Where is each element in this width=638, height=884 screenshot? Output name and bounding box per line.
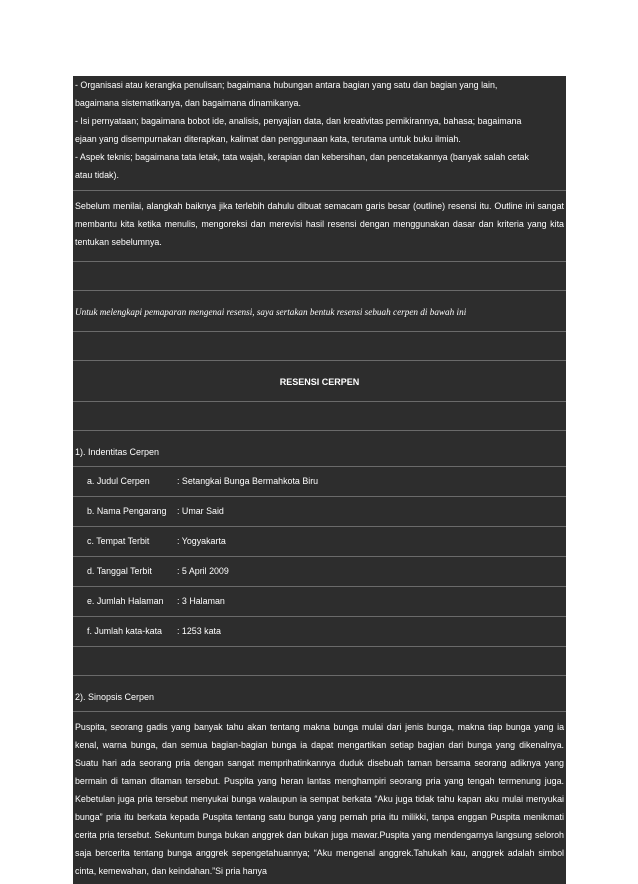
intro-line: - Isi pernyataan; bagaimana bobot ide, analisis, penyajian data, dan kreativitas pemikirannya, bahasa; bagaimana — [75, 116, 522, 126]
identity-label: e. Jumlah Halaman — [87, 596, 164, 606]
identity-value: : Yogyakarta — [177, 536, 226, 546]
identity-item — [73, 527, 566, 557]
identity-label: c. Tempat Terbit — [87, 536, 150, 546]
identity-value: : Umar Said — [177, 506, 224, 516]
intro-line: - Organisasi atau kerangka penulisan; bagaimana hubungan antara bagian yang satu dan bagian yang lain, — [75, 80, 498, 90]
identity-item — [73, 587, 566, 617]
identity-label: d. Tanggal Terbit — [87, 566, 152, 576]
intro-block — [73, 76, 566, 191]
document-page — [73, 76, 566, 884]
identity-item — [73, 557, 566, 587]
synopsis-heading: 2). Sinopsis Cerpen — [73, 676, 566, 712]
identity-label: b. Nama Pengarang — [87, 506, 167, 516]
identity-value: : Setangkai Bunga Bermahkota Biru — [177, 476, 319, 486]
empty-row — [73, 332, 566, 361]
identity-value: : 1253 kata — [177, 626, 221, 636]
intro-line: bagaimana sistematikanya, dan bagaimana dinamikanya. — [75, 98, 301, 108]
identity-item — [73, 467, 566, 497]
synopsis-text: Puspita, seorang gadis yang banyak tahu akan tentang makna bunga mulai dari jenis bunga, makna tiap bunga yang ia kenal, warna bunga, dan semua bagian-bagian bunga ia dapat mengartikan setiap bagian dari bunga yang dikenalnya. Suatu hari ada seorang pria dengan sangat memprihatinkannya duduk disebuah taman bersama seorang adiknya yang bermain di taman ditaman tersebut. Puspita yang heran lantas menghampiri seorang pria yang tengah termenung juga. Kebetulan juga pria tersebut menyukai bunga walaupun ia sempat berkata “Aku juga tidak tahu kapan aku mulai menyukai bunga” pria itu berkata kepada Puspita tentang satu bunga yang pernah pria itu milikki, tanpa enggan Puspita menikmati cerita pria tersebut. Sekuntum bunga bukan anggrek dan bukan juga mawar.Puspita yang mendengarnya langsung seloroh saja bercerita tentang bunga anggrek sepengetahuannya; “Aku mengenal anggrek.Tahukah kau, anggrek adalah simbol cinta, kemewahan, dan keindahan.”Si pria hanya — [73, 712, 566, 884]
outline-paragraph: Sebelum menilai, alangkah baiknya jika terlebih dahulu dibuat semacam garis besar (outline) resensi itu. Outline ini sangat membantu kita ketika menulis, mengoreksi dan merevisi hasil resensi dengan menggunakan dasar dan kriteria yang kita tentukan sebelumnya. — [73, 191, 566, 262]
identity-item — [73, 617, 566, 647]
empty-row — [73, 402, 566, 431]
intro-line: - Aspek teknis; bagaimana tata letak, tata wajah, kerapian dan kebersihan, dan pencetakannya (banyak salah cetak — [75, 152, 529, 162]
empty-row — [73, 262, 566, 291]
identity-label: a. Judul Cerpen — [87, 476, 150, 486]
intro-line: atau tidak). — [75, 170, 119, 180]
identity-value: : 3 Halaman — [177, 596, 225, 606]
identity-label: f. Jumlah kata-kata — [87, 626, 162, 636]
review-title: RESENSI CERPEN — [73, 361, 566, 402]
empty-row — [73, 647, 566, 676]
identity-value: : 5 April 2009 — [177, 566, 229, 576]
italic-note: Untuk melengkapi pemaparan mengenai resensi, saya sertakan bentuk resensi sebuah cerpen di bawah ini — [73, 291, 566, 332]
identity-heading: 1). Indentitas Cerpen — [73, 431, 566, 467]
intro-line: ejaan yang disempurnakan diterapkan, kalimat dan penggunaan kata, terutama untuk buku ilmiah. — [75, 134, 461, 144]
identity-item — [73, 497, 566, 527]
